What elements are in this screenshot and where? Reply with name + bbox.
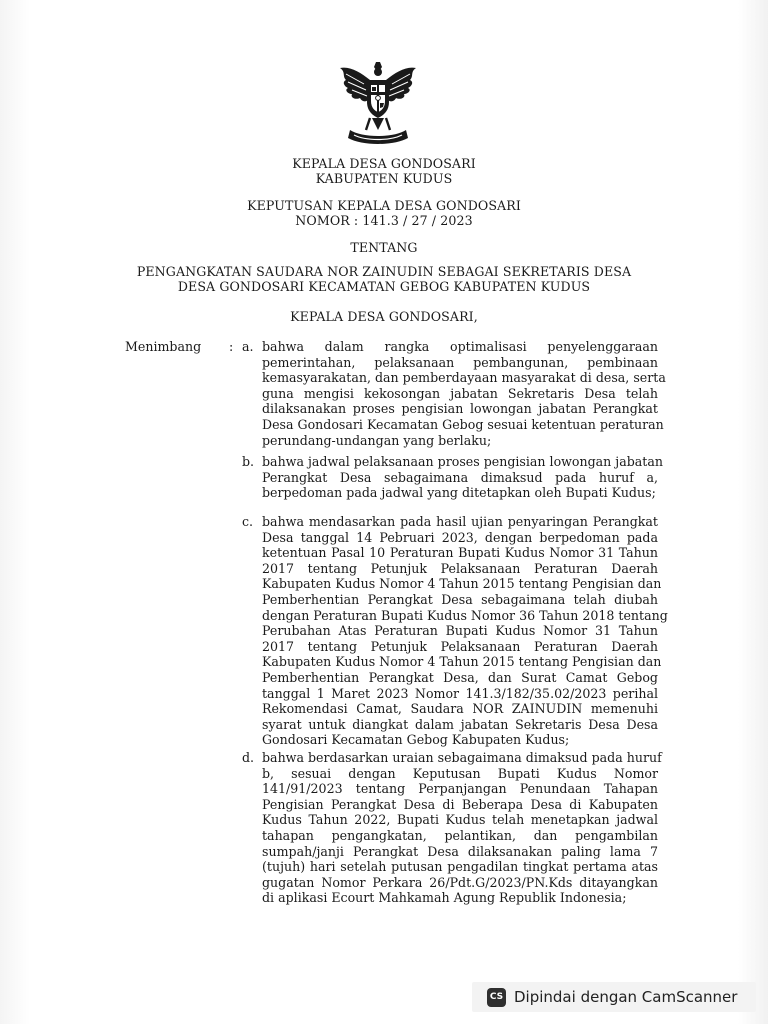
consideration-line: kemasyarakatan, dan pemberdayaan masyarakat di desa, serta <box>262 370 666 386</box>
consideration-line: gugatan Nomor Perkara 26/Pdt.G/2023/PN.Kds ditayangkan <box>262 874 658 890</box>
consideration-line: di aplikasi Ecourt Mahkamah Agung Republik Indonesia; <box>262 890 627 906</box>
consideration-line: 141/91/2023 tentang Perpanjangan Penundaan Tahapan <box>262 781 658 797</box>
decree-title: KEPUTUSAN KEPALA DESA GONDOSARI <box>247 198 521 213</box>
consideration-line: bahwa mendasarkan pada hasil ujian penyaringan Perangkat <box>262 514 658 529</box>
consideration-line: Perubahan Atas Peraturan Bupati Kudus Nomor 31 Tahun <box>262 623 658 639</box>
consideration-line: b, sesuai dengan Keputusan Bupati Kudus Nomor <box>262 765 658 781</box>
camscanner-text: Dipindai dengan CamScanner <box>514 988 738 1006</box>
consideration-line: bahwa jadwal pelaksanaan proses pengisian lowongan jabatan <box>262 454 663 469</box>
decree-number: NOMOR : 141.3 / 27 / 2023 <box>295 212 473 228</box>
consideration-line: Desa Gondosari Kecamatan Gebog sesuai ketentuan peraturan <box>262 416 664 432</box>
consideration-line: syarat untuk diangkat dalam jabatan Sekretaris Desa Desa <box>262 716 658 732</box>
consideration-line: Pemberhentian Perangkat Desa, dan Surat Camat Gebog <box>262 669 658 685</box>
menimbang-colon: : <box>229 339 234 354</box>
tentang-label: TENTANG <box>350 240 418 255</box>
consideration-line: Pengisian Perangkat Desa di Beberapa Desa di Kabupaten <box>262 796 658 812</box>
consideration-letter: c. <box>242 514 254 529</box>
letterhead <box>0 157 768 186</box>
menimbang-label: Menimbang <box>125 339 202 354</box>
consideration-line: berpedoman pada jadwal yang ditetapkan oleh Bupati Kudus; <box>262 485 656 501</box>
letterhead-line-1: KEPALA DESA GONDOSARI <box>292 156 476 171</box>
issuer-heading <box>0 310 768 325</box>
consideration-line: Kabupaten Kudus Nomor 4 Tahun 2015 tentang Pengisian dan <box>262 654 662 670</box>
consideration-line: dengan Peraturan Bupati Kudus Nomor 36 Tahun 2018 tentang <box>262 607 668 623</box>
consideration-line: tanggal 1 Maret 2023 Nomor 141.3/182/35.02/2023 perihal <box>262 685 658 701</box>
consideration-line: Rekomendasi Camat, Saudara NOR ZAINUDIN memenuhi <box>262 701 658 717</box>
decree-subject <box>0 265 768 294</box>
consideration-line: perundang-undangan yang berlaku; <box>262 432 492 448</box>
consideration-line: dilaksanakan proses pengisian lowongan jabatan Perangkat <box>262 401 658 417</box>
consideration-line: Perangkat Desa sebagaimana dimaksud pada huruf a, <box>262 469 658 485</box>
tentang-heading <box>0 241 768 256</box>
consideration-line: Kudus Tahun 2022, Bupati Kudus telah menetapkan jadwal <box>262 812 658 828</box>
consideration-line: bahwa dalam rangka optimalisasi penyelenggaraan <box>262 339 658 354</box>
subject-line-2: DESA GONDOSARI KECAMATAN GEBOG KABUPATEN KUDUS <box>177 278 591 294</box>
consideration-text <box>262 454 663 501</box>
camscanner-logo-icon: CS <box>487 988 506 1007</box>
consideration-line: pemerintahan, pelaksanaan pembangunan, pembinaan <box>262 354 658 370</box>
consideration-letter: b. <box>242 454 255 469</box>
consideration-text <box>262 339 666 448</box>
consideration-text <box>262 750 662 906</box>
camscanner-watermark <box>472 982 756 1012</box>
issuer-label: KEPALA DESA GONDOSARI, <box>290 309 478 324</box>
consideration-line: ketentuan Pasal 10 Peraturan Bupati Kudus Nomor 31 Tahun <box>262 545 658 561</box>
decree-heading <box>0 199 768 228</box>
consideration-line: 2017 tentang Petunjuk Pelaksanaan Peraturan Daerah <box>262 638 658 654</box>
consideration-line: bahwa berdasarkan uraian sebagaimana dimaksud pada huruf <box>262 750 662 765</box>
consideration-letter: d. <box>242 750 255 765</box>
consideration-line: Gondosari Kecamatan Gebog Kabupaten Kudus; <box>262 732 570 748</box>
consideration-line: tahapan pengangkatan, pelantikan, dan pengambilan <box>262 827 658 843</box>
garuda-emblem-icon <box>336 58 420 150</box>
consideration-line: guna mengisi kekosongan jabatan Sekretaris Desa telah <box>262 385 658 401</box>
letterhead-line-2: KABUPATEN KUDUS <box>315 170 453 186</box>
consideration-line: Pemberhentian Perangkat Desa sebagaimana telah diubah <box>262 591 658 607</box>
consideration-line: sumpah/janji Perangkat Desa dilaksanakan paling lama 7 <box>262 843 658 859</box>
subject-line-1: PENGANGKATAN SAUDARA NOR ZAINUDIN SEBAGAI SEKRETARIS DESA <box>136 264 632 279</box>
consideration-line: (tujuh) hari setelah putusan pengadilan tingkat pertama atas <box>262 859 658 875</box>
consideration-text <box>262 514 668 748</box>
consideration-line: 2017 tentang Petunjuk Pelaksanaan Peraturan Daerah <box>262 560 658 576</box>
consideration-letter: a. <box>242 339 254 354</box>
consideration-line: Kabupaten Kudus Nomor 4 Tahun 2015 tentang Pengisian dan <box>262 576 662 592</box>
consideration-line: Desa tanggal 14 Pebruari 2023, dengan berpedoman pada <box>262 529 658 545</box>
